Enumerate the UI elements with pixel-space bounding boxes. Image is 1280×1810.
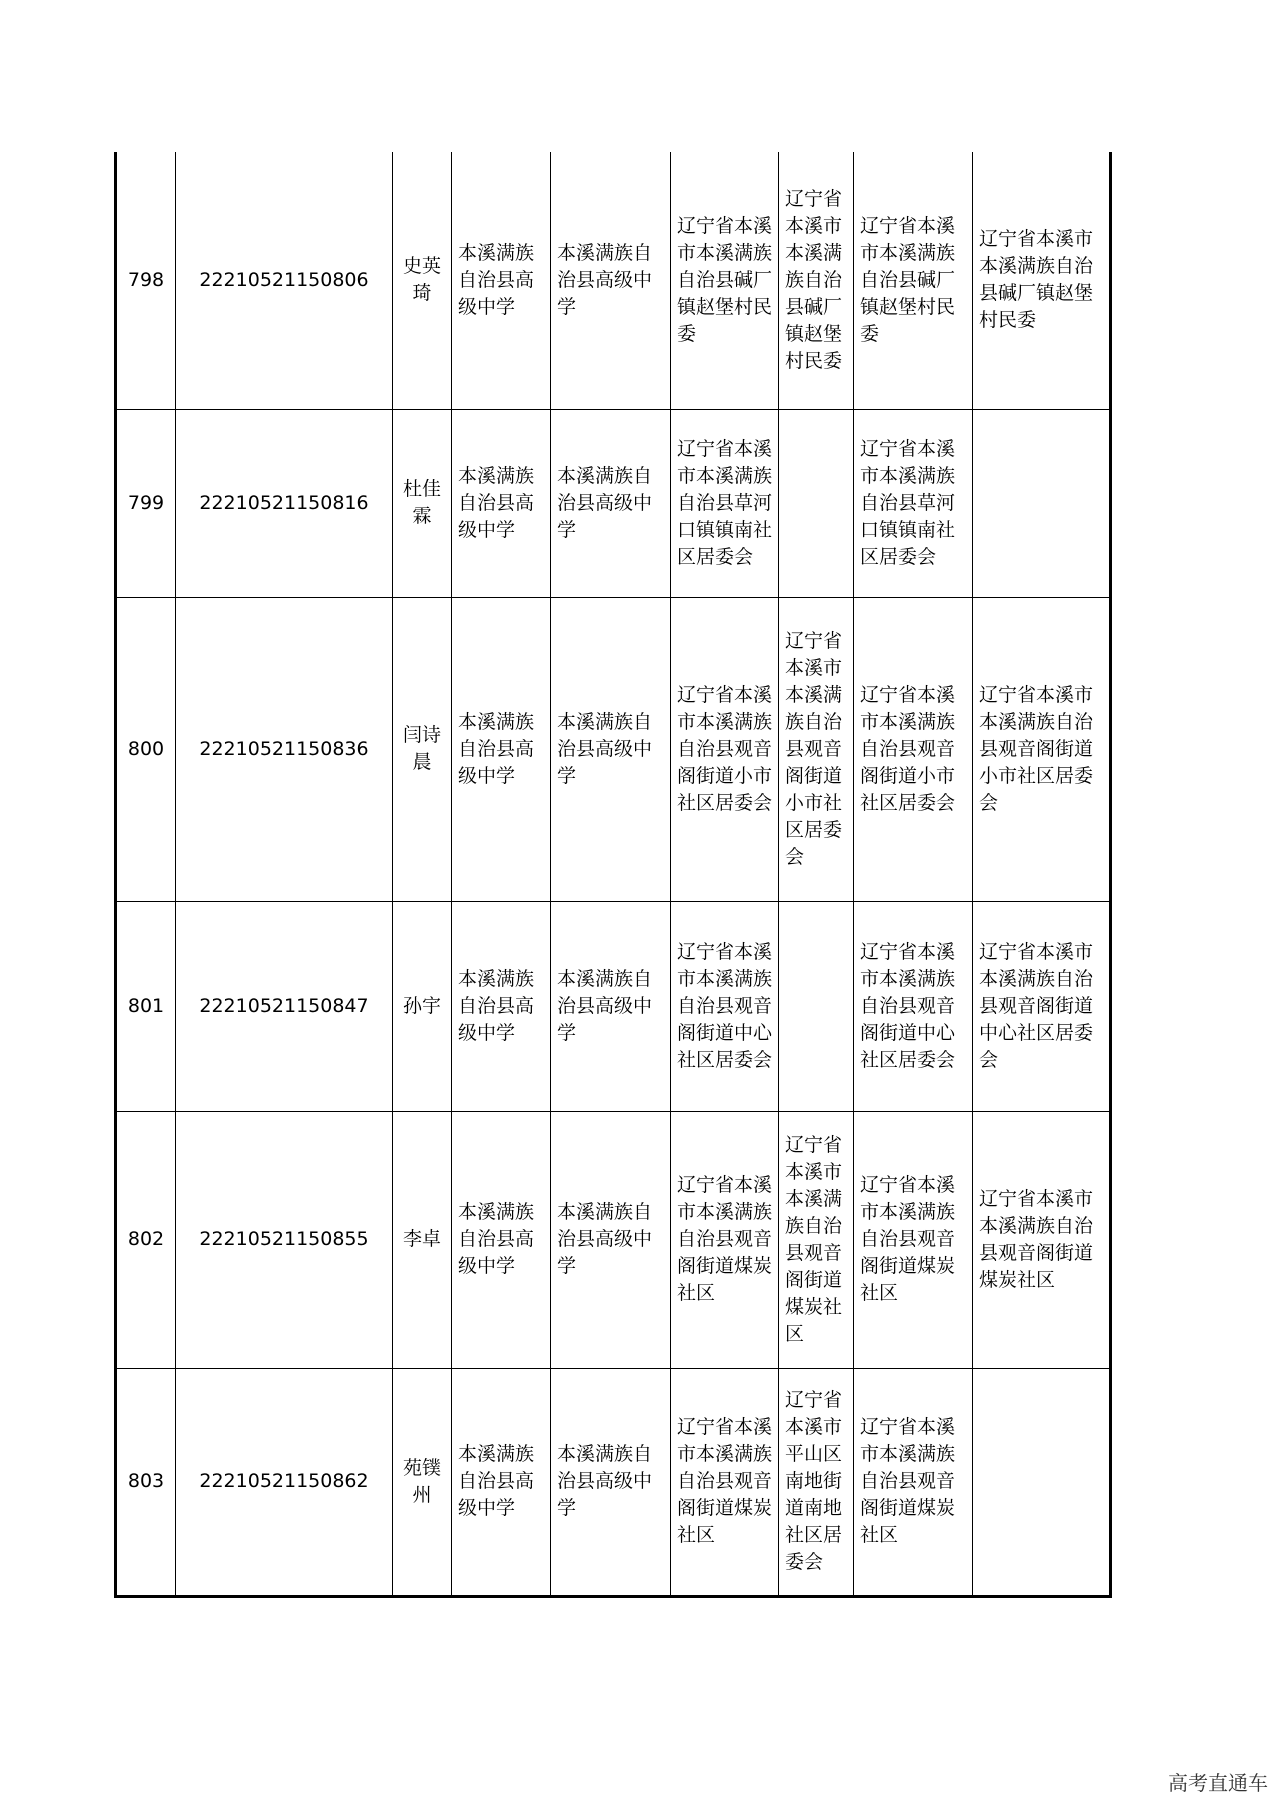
school-2: 本溪满族自治县高级中学 — [551, 597, 671, 901]
school-2: 本溪满族自治县高级中学 — [551, 409, 671, 597]
school: 本溪满族自治县高级中学 — [452, 1368, 551, 1596]
address-1: 辽宁省本溪市本溪满族自治县草河口镇镇南社区居委会 — [671, 409, 779, 597]
address-1: 辽宁省本溪市本溪满族自治县观音阁街道中心社区居委会 — [671, 901, 779, 1111]
row-number: 799 — [116, 409, 176, 597]
address-4: 辽宁省本溪市本溪满族自治县观音阁街道小市社区居委会 — [973, 597, 1111, 901]
address-3: 辽宁省本溪市本溪满族自治县观音阁街道煤炭社区 — [854, 1111, 973, 1368]
address-2 — [779, 901, 854, 1111]
table-row — [116, 1111, 1111, 1368]
exam-id: 22210521150836 — [176, 597, 393, 901]
student-name: 李卓 — [393, 1111, 452, 1368]
address-2: 辽宁省本溪市本溪满族自治县观音阁街道小市社区居委会 — [779, 597, 854, 901]
row-number: 798 — [116, 152, 176, 409]
address-4 — [973, 409, 1111, 597]
address-3: 辽宁省本溪市本溪满族自治县草河口镇镇南社区居委会 — [854, 409, 973, 597]
address-2 — [779, 409, 854, 597]
table-row — [116, 152, 1111, 409]
table-row — [116, 1368, 1111, 1596]
address-1: 辽宁省本溪市本溪满族自治县观音阁街道小市社区居委会 — [671, 597, 779, 901]
address-2: 辽宁省本溪市平山区南地街道南地社区居委会 — [779, 1368, 854, 1596]
address-2: 辽宁省本溪市本溪满族自治县观音阁街道煤炭社区 — [779, 1111, 854, 1368]
row-number: 801 — [116, 901, 176, 1111]
student-name: 史英琦 — [393, 152, 452, 409]
table-row — [116, 597, 1111, 901]
school: 本溪满族自治县高级中学 — [452, 1111, 551, 1368]
table-row — [116, 409, 1111, 597]
student-table — [114, 152, 1112, 1598]
student-name: 苑镤州 — [393, 1368, 452, 1596]
address-3: 辽宁省本溪市本溪满族自治县观音阁街道中心社区居委会 — [854, 901, 973, 1111]
school-2: 本溪满族自治县高级中学 — [551, 1111, 671, 1368]
school: 本溪满族自治县高级中学 — [452, 597, 551, 901]
address-4: 辽宁省本溪市本溪满族自治县观音阁街道中心社区居委会 — [973, 901, 1111, 1111]
student-name: 孙宇 — [393, 901, 452, 1111]
school-2: 本溪满族自治县高级中学 — [551, 901, 671, 1111]
student-name: 闫诗晨 — [393, 597, 452, 901]
exam-id: 22210521150862 — [176, 1368, 393, 1596]
table-row — [116, 901, 1111, 1111]
address-4 — [973, 1368, 1111, 1596]
row-number: 803 — [116, 1368, 176, 1596]
address-1: 辽宁省本溪市本溪满族自治县观音阁街道煤炭社区 — [671, 1111, 779, 1368]
exam-id: 22210521150855 — [176, 1111, 393, 1368]
address-4: 辽宁省本溪市本溪满族自治县观音阁街道煤炭社区 — [973, 1111, 1111, 1368]
exam-id: 22210521150816 — [176, 409, 393, 597]
row-number: 802 — [116, 1111, 176, 1368]
watermark-text: 高考直通车 — [1168, 1771, 1268, 1795]
address-1: 辽宁省本溪市本溪满族自治县碱厂镇赵堡村民委 — [671, 152, 779, 409]
student-name: 杜佳霖 — [393, 409, 452, 597]
address-1: 辽宁省本溪市本溪满族自治县观音阁街道煤炭社区 — [671, 1368, 779, 1596]
exam-id: 22210521150806 — [176, 152, 393, 409]
address-3: 辽宁省本溪市本溪满族自治县碱厂镇赵堡村民委 — [854, 152, 973, 409]
school-2: 本溪满族自治县高级中学 — [551, 1368, 671, 1596]
school: 本溪满族自治县高级中学 — [452, 409, 551, 597]
school: 本溪满族自治县高级中学 — [452, 901, 551, 1111]
school: 本溪满族自治县高级中学 — [452, 152, 551, 409]
address-4: 辽宁省本溪市本溪满族自治县碱厂镇赵堡村民委 — [973, 152, 1111, 409]
address-2: 辽宁省本溪市本溪满族自治县碱厂镇赵堡村民委 — [779, 152, 854, 409]
row-number: 800 — [116, 597, 176, 901]
address-3: 辽宁省本溪市本溪满族自治县观音阁街道煤炭社区 — [854, 1368, 973, 1596]
address-3: 辽宁省本溪市本溪满族自治县观音阁街道小市社区居委会 — [854, 597, 973, 901]
school-2: 本溪满族自治县高级中学 — [551, 152, 671, 409]
exam-id: 22210521150847 — [176, 901, 393, 1111]
